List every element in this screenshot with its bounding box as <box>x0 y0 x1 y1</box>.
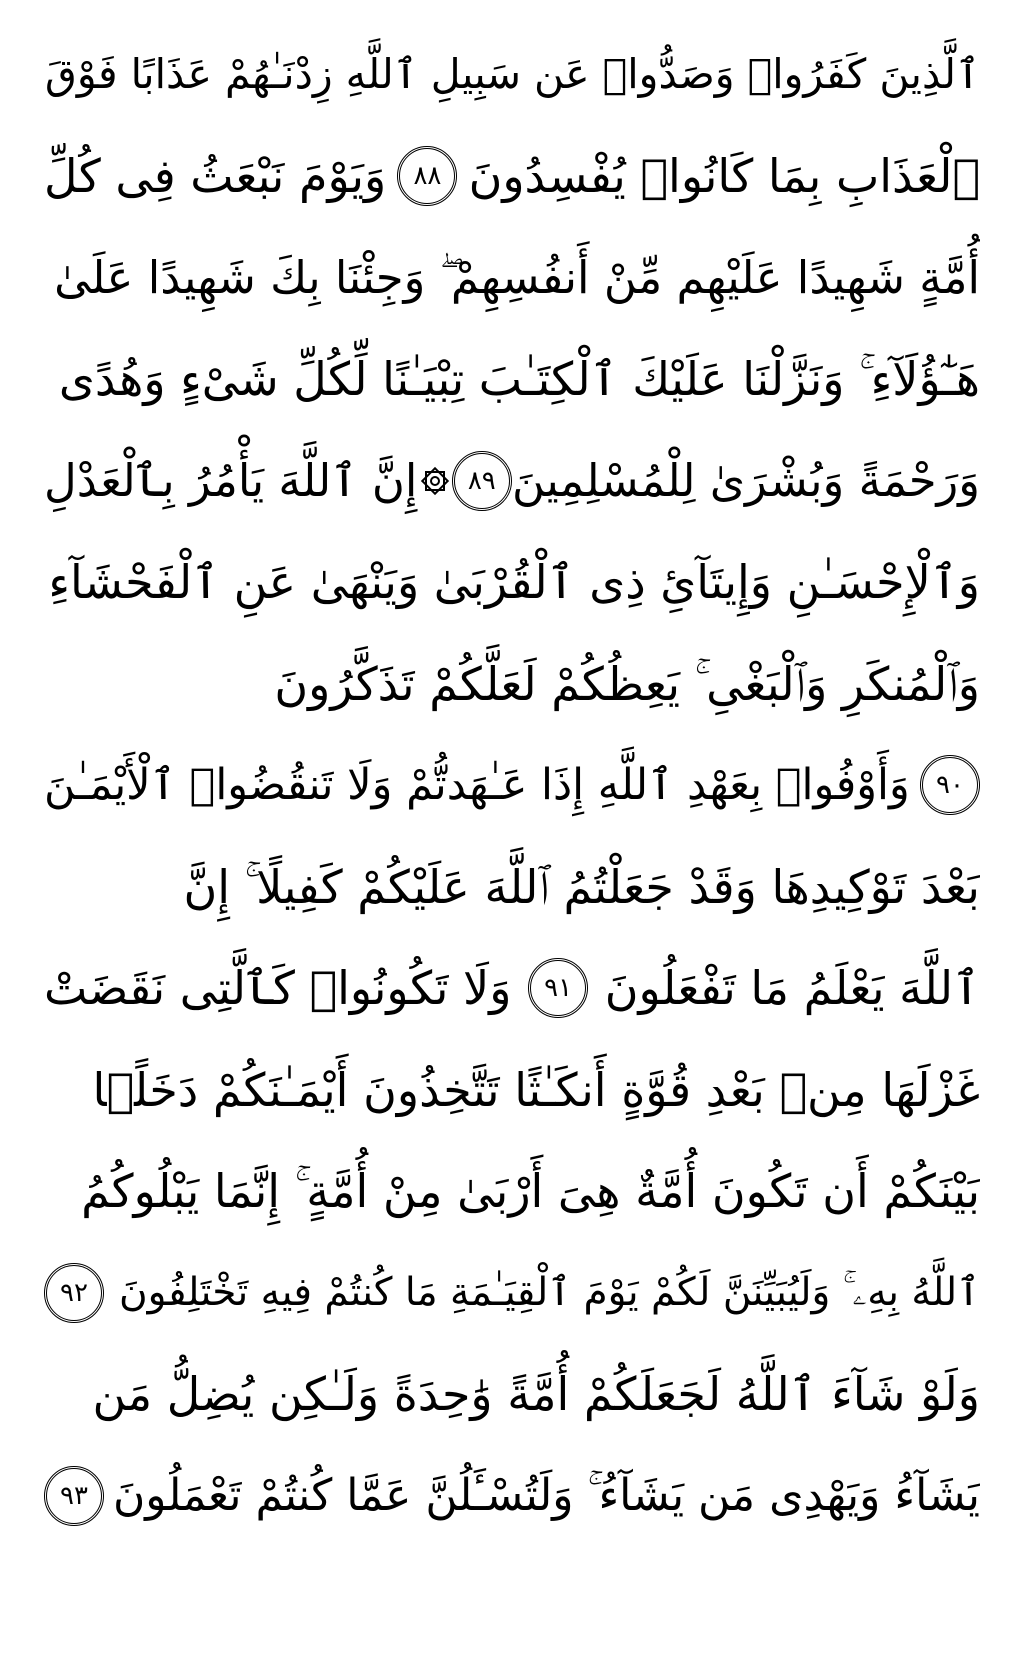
verse-line <box>44 24 980 126</box>
ayah-number-marker: ٩٣ <box>44 1466 104 1526</box>
verse-line <box>44 329 980 431</box>
verse-line <box>44 1445 980 1547</box>
ayah-number-marker: ٩١ <box>528 958 588 1018</box>
verse-line <box>44 126 980 228</box>
verse-line <box>44 938 980 1040</box>
verse-text: إِنَّ ٱللَّهَ يَأْمُرُ بِٱلْعَدْلِ <box>44 454 418 508</box>
verse-line <box>44 836 980 938</box>
verse-line <box>44 1039 980 1141</box>
ayah-number-marker: ٩٢ <box>44 1263 104 1323</box>
verse-text: بَعْدَ تَوْكِيدِهَا وَقَدْ جَعَلْتُمُ ٱللَّهَ عَلَيْكُمْ كَفِيلًا ۚ إِنَّ <box>183 859 980 914</box>
verse-text: وَلَوْ شَآءَ ٱللَّهُ لَجَعَلَكُمْ أُمَّةً وَٰحِدَةً وَلَـٰكِن يُضِلُّ مَن <box>92 1367 980 1422</box>
rub-el-hizb-icon <box>418 464 452 498</box>
ayah-number-marker: ٩٠ <box>920 755 980 815</box>
verse-text: وَرَحْمَةً وَبُشْرَىٰ لِلْمُسْلِمِينَ <box>512 454 980 508</box>
verse-text: بَيْنَكُمْ أَن تَكُونَ أُمَّةٌ هِىَ أَرْبَىٰ مِنْ أُمَّةٍ ۚ إِنَّمَا يَبْلُوكُمُ <box>81 1164 980 1219</box>
verse-line <box>44 1344 980 1446</box>
verse-text: غَزْلَهَا مِنۢ بَعْدِ قُوَّةٍ أَنكَـٰثًا تَتَّخِذُونَ أَيْمَـٰنَكُمْ دَخَلًۢا <box>92 1062 980 1117</box>
verse-text: ٱللَّهَ يَعْلَمُ مَا تَفْعَلُونَ <box>604 961 980 1016</box>
verse-text: هَـٰٓؤُلَآءِ ۚ وَنَزَّلْنَا عَلَيْكَ ٱلْكِتَـٰبَ تِبْيَـٰنًا لِّكُلِّ شَىْءٍ وَهُدًى <box>58 352 980 407</box>
ayah-number-marker: ٨٩ <box>452 451 512 511</box>
verse-line <box>44 227 980 329</box>
verse-line <box>44 633 980 735</box>
verse-line <box>44 1242 980 1344</box>
verse-text: أُمَّةٍ شَهِيدًا عَلَيْهِم مِّنْ أَنفُسِهِمْ ۖ وَجِئْنَا بِكَ شَهِيدًا عَلَىٰ <box>54 251 980 305</box>
verse-text: وَٱلْإِحْسَـٰنِ وَإِيتَآئِ ذِى ٱلْقُرْبَىٰ وَيَنْهَىٰ عَنِ ٱلْفَحْشَآءِ <box>48 555 980 610</box>
verse-text: ٱللَّهُ بِهِۦ ۚ وَلَيُبَيِّنَنَّ لَكُمْ يَوْمَ ٱلْقِيَـٰمَةِ مَا كُنتُمْ فِيهِ تَخْتَلِفُونَ <box>119 1270 980 1316</box>
verse-line <box>44 532 980 634</box>
verse-text: وَأَوْفُوا۟ بِعَهْدِ ٱللَّهِ إِذَا عَـٰهَدتُّمْ وَلَا تَنقُضُوا۟ ٱلْأَيْمَـٰنَ <box>44 759 910 810</box>
verse-text: وَيَوْمَ نَبْعَثُ فِى كُلِّ <box>44 149 387 204</box>
verse-line <box>44 735 980 837</box>
verse-text: يَشَآءُ وَيَهْدِى مَن يَشَآءُ ۚ وَلَتُسْـَٔلُنَّ عَمَّا كُنتُمْ تَعْمَلُونَ <box>112 1469 980 1521</box>
ayah-number-marker: ٨٨ <box>397 146 457 206</box>
verse-text: وَلَا تَكُونُوا۟ كَٱلَّتِى نَقَضَتْ <box>44 961 512 1016</box>
verse-text: وَٱلْمُنكَرِ وَٱلْبَغْىِ ۚ يَعِظُكُمْ لَعَلَّكُمْ تَذَكَّرُونَ <box>274 656 980 711</box>
verse-line <box>44 430 980 532</box>
verse-text: ٱلَّذِينَ كَفَرُوا۟ وَصَدُّوا۟ عَن سَبِيلِ ٱللَّهِ زِدْنَـٰهُمْ عَذَابًا فَوْقَ <box>45 50 980 99</box>
verse-text: ٱلْعَذَابِ بِمَا كَانُوا۟ يُفْسِدُونَ <box>468 149 980 204</box>
verse-line <box>44 1141 980 1243</box>
